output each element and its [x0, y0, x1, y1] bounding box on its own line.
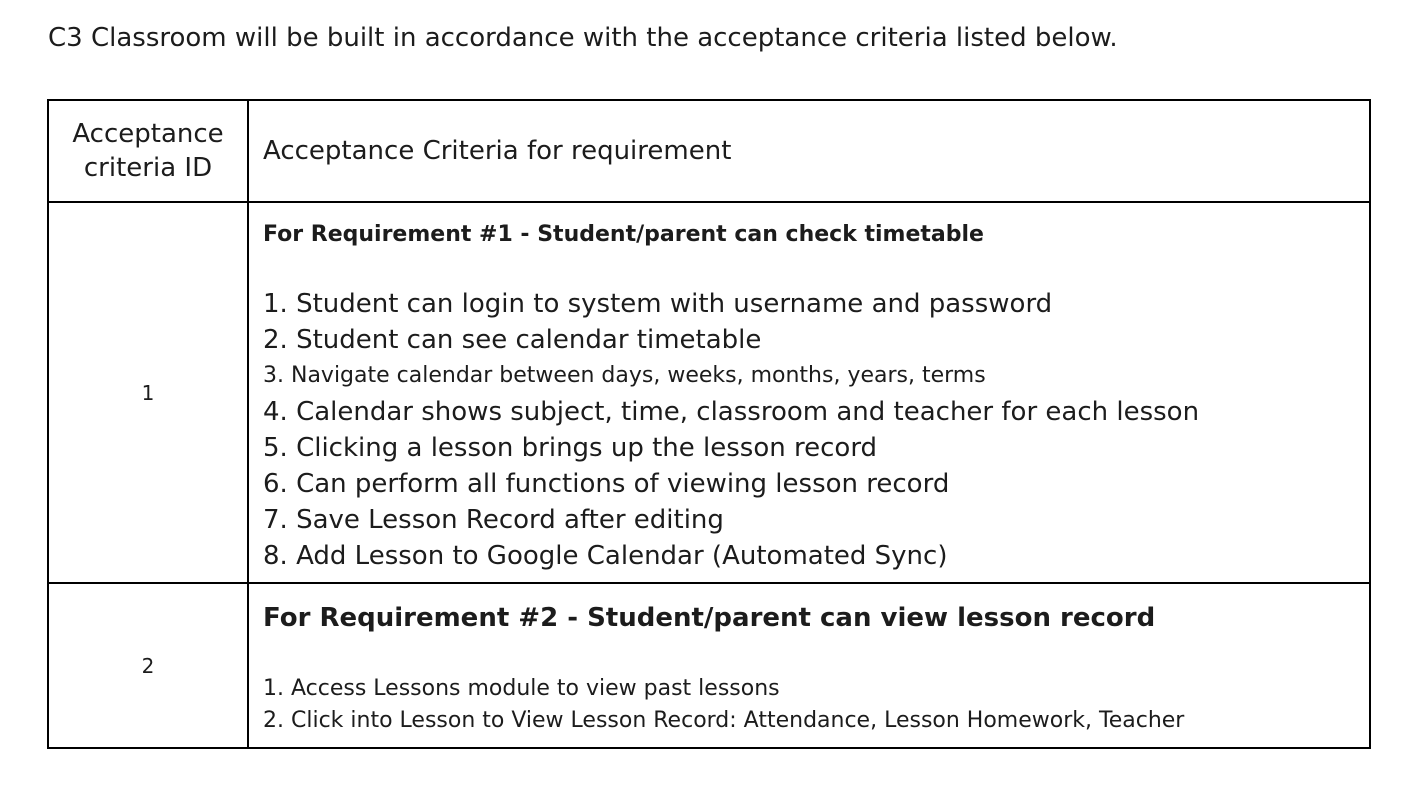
requirement-title: For Requirement #2 - Student/parent can view lesson record: [263, 603, 1156, 633]
list-item: 3. Navigate calendar between days, weeks, months, years, terms: [263, 363, 986, 388]
list-item: 2. Student can see calendar timetable: [263, 325, 762, 355]
list-item: 2. Click into Lesson to View Lesson Record: Attendance, Lesson Homework, Teacher: [263, 708, 1185, 733]
criteria-id-cell: 2: [48, 583, 248, 748]
table-row: [48, 202, 1370, 583]
criteria-id-cell: 1: [48, 202, 248, 583]
list-item: 6. Can perform all functions of viewing lesson record: [263, 469, 950, 499]
criteria-cell: [248, 583, 1370, 748]
intro-paragraph: C3 Classroom will be built in accordance with the acceptance criteria listed below.: [48, 23, 1118, 53]
criteria-list: [263, 286, 1369, 574]
header-acceptance-criteria-id: Acceptance criteria ID: [48, 100, 248, 202]
table-row: [48, 583, 1370, 748]
list-item: 4. Calendar shows subject, time, classroom and teacher for each lesson: [263, 397, 1200, 427]
criteria-list: [263, 673, 1369, 737]
header-acceptance-criteria: Acceptance Criteria for requirement: [248, 100, 1370, 202]
list-item: 1. Student can login to system with username and password: [263, 289, 1053, 319]
requirement-title: For Requirement #1 - Student/parent can check timetable: [263, 222, 984, 247]
table-header-row: [48, 100, 1370, 202]
list-item: 1. Access Lessons module to view past lessons: [263, 676, 780, 701]
criteria-cell: [248, 202, 1370, 583]
list-item: 7. Save Lesson Record after editing: [263, 505, 724, 535]
acceptance-criteria-table: [47, 99, 1371, 749]
list-item: 8. Add Lesson to Google Calendar (Automated Sync): [263, 541, 948, 571]
list-item: 5. Clicking a lesson brings up the lesson record: [263, 433, 878, 463]
